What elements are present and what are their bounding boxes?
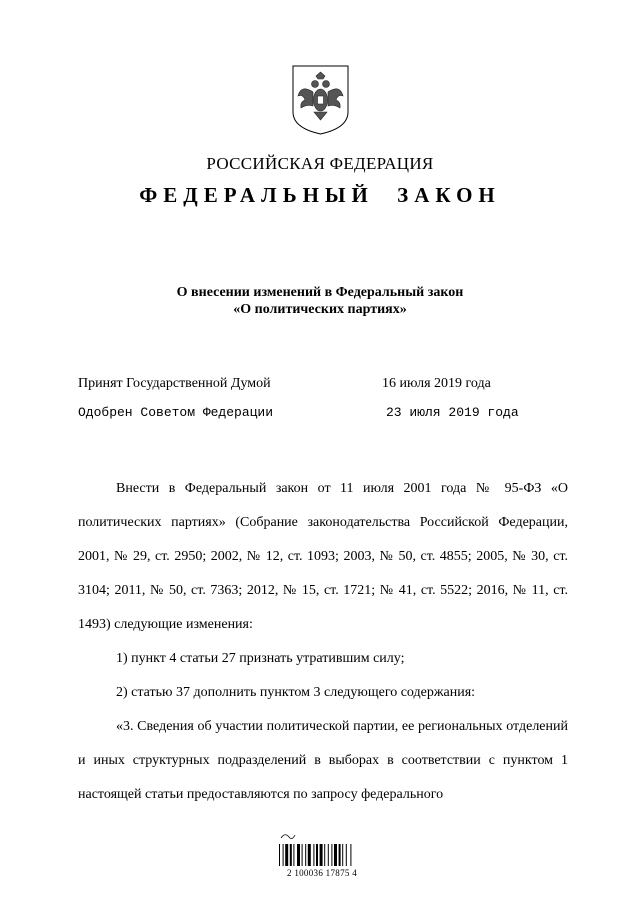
amendment-item-3: «3. Сведения об участии политической партии, ее региональных отделений и иных структурных подразделений в выборах в соответствии с пунктом 1 настоящей статьи предоставляются по запросу федерального — [78, 719, 568, 802]
amendment-item-2: 2) статью 37 дополнить пунктом 3 следующего содержания: — [116, 685, 476, 700]
signature-mark — [281, 835, 295, 839]
adoption-row-council — [78, 405, 570, 420]
council-date: 23 июля 2019 года — [386, 405, 519, 420]
law-title-line-2: «О политических партиях» — [233, 302, 407, 317]
duma-date: 16 июля 2019 года — [382, 376, 491, 391]
law-body — [78, 472, 568, 812]
adoption-row-duma — [78, 376, 570, 392]
intro-paragraph: Внести в Федеральный закон от 11 июля 2001 года № 95-ФЗ «О политических партиях» (Собрание законодательства Российской Федерации, 2001, № 29, ст. 2950; 2002, № 12, ст. 1093; 2003, № 50, ст. 4855; 2005, № 30, ст. 3104; 2011, № 50, ст. 7363; 2012, № 15, ст. 1721; № 41, ст. 5522; 2016, № 11, ст. 1493) следующие изменения: — [78, 481, 568, 632]
duma-label: Принят Государственной Думой — [78, 376, 271, 391]
document-type: ФЕДЕРАЛЬНЫЙ ЗАКОН — [139, 183, 501, 207]
law-title-line-1: О внесении изменений в Федеральный закон — [176, 285, 464, 300]
amendment-item-1: 1) пункт 4 статьи 27 признать утратившим силу; — [116, 651, 405, 666]
law-title — [0, 284, 640, 318]
state-emblem — [289, 62, 352, 136]
country-name: РОССИЙСКАЯ ФЕДЕРАЦИЯ — [206, 154, 434, 173]
council-label: Одобрен Советом Федерации — [78, 405, 274, 420]
barcode-number: 2 100036 17875 4 — [286, 868, 358, 878]
